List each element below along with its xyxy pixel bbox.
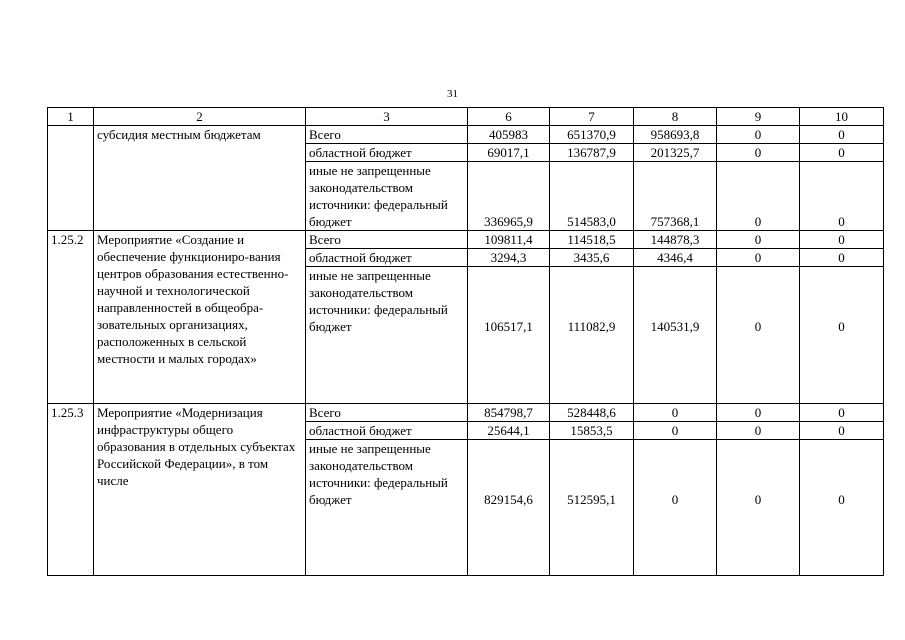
value-cell: 0 <box>717 249 800 267</box>
value-cell: 114518,5 <box>550 231 634 249</box>
value-cell: 514583,0 <box>550 162 634 231</box>
row-number: 1.25.3 <box>48 404 94 576</box>
value-cell: 106517,1 <box>468 267 550 404</box>
source-cell: областной бюджет <box>306 249 468 267</box>
header-cell: 9 <box>717 108 800 126</box>
value-cell: 0 <box>800 144 884 162</box>
value-cell: 15853,5 <box>550 422 634 440</box>
header-cell: 1 <box>48 108 94 126</box>
value-cell: 111082,9 <box>550 267 634 404</box>
header-row <box>48 108 884 126</box>
value-cell: 336965,9 <box>468 162 550 231</box>
value-cell: 0 <box>800 249 884 267</box>
value-cell: 4346,4 <box>634 249 717 267</box>
source-cell: областной бюджет <box>306 422 468 440</box>
value-cell: 651370,9 <box>550 126 634 144</box>
table-row <box>48 126 884 144</box>
value-cell: 0 <box>800 126 884 144</box>
value-cell: 0 <box>800 404 884 422</box>
value-cell: 0 <box>717 162 800 231</box>
header-cell: 8 <box>634 108 717 126</box>
value-cell: 140531,9 <box>634 267 717 404</box>
header-cell: 3 <box>306 108 468 126</box>
source-cell: Всего <box>306 404 468 422</box>
value-cell: 0 <box>800 422 884 440</box>
value-cell: 0 <box>800 440 884 576</box>
value-cell: 0 <box>717 422 800 440</box>
row-description: субсидия местным бюджетам <box>94 126 306 231</box>
table-row <box>48 404 884 422</box>
source-cell: областной бюджет <box>306 144 468 162</box>
value-cell: 0 <box>800 231 884 249</box>
value-cell: 405983 <box>468 126 550 144</box>
source-cell: иные не запрещенные законодательством источники: федеральный бюджет <box>306 162 468 231</box>
value-cell: 109811,4 <box>468 231 550 249</box>
source-cell: иные не запрещенные законодательством источники: федеральный бюджет <box>306 440 468 576</box>
value-cell: 0 <box>800 162 884 231</box>
value-cell: 3294,3 <box>468 249 550 267</box>
value-cell: 3435,6 <box>550 249 634 267</box>
source-cell: Всего <box>306 231 468 249</box>
source-cell: Всего <box>306 126 468 144</box>
value-cell: 0 <box>634 422 717 440</box>
header-cell: 2 <box>94 108 306 126</box>
value-cell: 0 <box>800 267 884 404</box>
value-cell: 528448,6 <box>550 404 634 422</box>
header-cell: 6 <box>468 108 550 126</box>
value-cell: 136787,9 <box>550 144 634 162</box>
value-cell: 201325,7 <box>634 144 717 162</box>
value-cell: 512595,1 <box>550 440 634 576</box>
row-description: Мероприятие «Создание и обеспечение функциониро-вания центров образования естественно-научной и технологической направленностей в общеобра-зовательных организациях, расположенных в сельской местности и малых городах» <box>94 231 306 404</box>
page-number: 31 <box>447 88 458 100</box>
value-cell: 69017,1 <box>468 144 550 162</box>
header-cell: 7 <box>550 108 634 126</box>
value-cell: 0 <box>717 231 800 249</box>
value-cell: 0 <box>717 267 800 404</box>
value-cell: 0 <box>717 404 800 422</box>
value-cell: 0 <box>717 440 800 576</box>
row-number <box>48 126 94 231</box>
value-cell: 958693,8 <box>634 126 717 144</box>
value-cell: 0 <box>634 404 717 422</box>
value-cell: 0 <box>634 440 717 576</box>
header-cell: 10 <box>800 108 884 126</box>
source-cell: иные не запрещенные законодательством источники: федеральный бюджет <box>306 267 468 404</box>
row-description: Мероприятие «Модернизация инфраструктуры общего образования в отдельных субъектах Российской Федерации», в том числе <box>94 404 306 576</box>
value-cell: 0 <box>717 126 800 144</box>
value-cell: 757368,1 <box>634 162 717 231</box>
value-cell: 829154,6 <box>468 440 550 576</box>
value-cell: 0 <box>717 144 800 162</box>
value-cell: 25644,1 <box>468 422 550 440</box>
budget-table <box>47 107 884 576</box>
value-cell: 144878,3 <box>634 231 717 249</box>
table-row <box>48 231 884 249</box>
value-cell: 854798,7 <box>468 404 550 422</box>
row-number: 1.25.2 <box>48 231 94 404</box>
